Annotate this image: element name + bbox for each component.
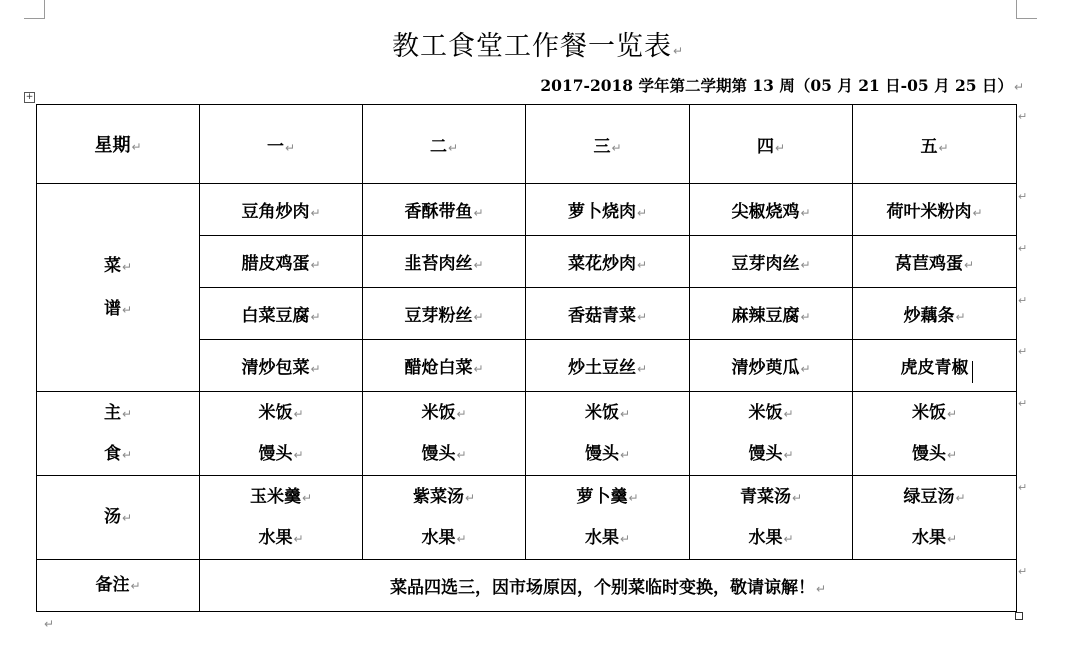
dish-cell[interactable]: 香菇青菜↵: [526, 288, 690, 340]
row-end-mark: ↵: [1018, 190, 1028, 203]
dish-cell[interactable]: 尖椒烧鸡↵: [690, 184, 853, 236]
table-move-handle-icon[interactable]: +: [25, 92, 34, 102]
soup-row: [37, 476, 1017, 560]
header-day-4[interactable]: 四↵: [690, 105, 853, 184]
soup-cell[interactable]: 玉米羹↵ 水果↵: [200, 476, 363, 560]
text-cursor: [972, 361, 973, 383]
dish-category-label[interactable]: 菜↵ 谱↵: [37, 184, 200, 392]
staple-cell[interactable]: 米饭↵ 馒头↵: [853, 392, 1017, 476]
row-end-mark: ↵: [1018, 345, 1028, 358]
menu-table: [36, 104, 1017, 612]
row-end-mark: ↵: [1018, 294, 1028, 307]
soup-cell[interactable]: 萝卜羹↵ 水果↵: [526, 476, 690, 560]
header-day-1[interactable]: 一↵: [200, 105, 363, 184]
dish-cell[interactable]: 豆角炒肉↵: [200, 184, 363, 236]
row-end-mark: ↵: [1018, 565, 1028, 578]
paragraph-mark: ↵: [672, 44, 685, 58]
dish-cell[interactable]: 炒土豆丝↵: [526, 340, 690, 392]
staple-cell[interactable]: 米饭↵ 馒头↵: [363, 392, 526, 476]
week-range-subtitle: 2017-2018 学年第二学期第 13 周（05 月 21 日-05 月 25 日）↵: [540, 76, 1024, 95]
dish-cell[interactable]: 韭苔肉丝↵: [363, 236, 526, 288]
dish-cell[interactable]: 莴苣鸡蛋↵: [853, 236, 1017, 288]
header-day-5[interactable]: 五↵: [853, 105, 1017, 184]
dish-cell[interactable]: 萝卜烧肉↵: [526, 184, 690, 236]
header-day-3[interactable]: 三↵: [526, 105, 690, 184]
row-end-mark: ↵: [1018, 242, 1028, 255]
row-end-mark: ↵: [1018, 397, 1028, 410]
page-corner-mark-left: [24, 0, 45, 19]
remarks-text[interactable]: 菜品四选三，因市场原因，个别菜临时变换，敬请谅解！↵: [200, 560, 1017, 612]
dish-cell[interactable]: 菜花炒肉↵: [526, 236, 690, 288]
dish-cell[interactable]: 香酥带鱼↵: [363, 184, 526, 236]
dish-cell[interactable]: 豆芽肉丝↵: [690, 236, 853, 288]
row-end-mark: ↵: [1018, 110, 1028, 123]
dish-cell[interactable]: 虎皮青椒: [853, 340, 1017, 392]
staple-cell[interactable]: 米饭↵ 馒头↵: [690, 392, 853, 476]
dish-cell[interactable]: 麻辣豆腐↵: [690, 288, 853, 340]
document-title: 教工食堂工作餐一览表↵: [391, 31, 685, 62]
soup-cell[interactable]: 绿豆汤↵ 水果↵: [853, 476, 1017, 560]
dish-cell[interactable]: 白菜豆腐↵: [200, 288, 363, 340]
dish-cell[interactable]: 炒藕条↵: [853, 288, 1017, 340]
dish-cell[interactable]: 荷叶米粉肉↵: [853, 184, 1017, 236]
dish-row-1: [37, 184, 1017, 236]
header-weekday-label[interactable]: 星期↵: [37, 105, 200, 184]
page-corner-mark-right: [1016, 0, 1037, 19]
remarks-row: [37, 560, 1017, 612]
remarks-label[interactable]: 备注↵: [37, 560, 200, 612]
staple-cell[interactable]: 米饭↵ 馒头↵: [200, 392, 363, 476]
soup-cell[interactable]: 青菜汤↵ 水果↵: [690, 476, 853, 560]
table-header-row: [37, 105, 1017, 184]
soup-cell[interactable]: 紫菜汤↵ 水果↵: [363, 476, 526, 560]
dish-cell[interactable]: 豆芽粉丝↵: [363, 288, 526, 340]
dish-cell[interactable]: 清炒萸瓜↵: [690, 340, 853, 392]
trailing-paragraph-mark: ↵: [44, 617, 55, 631]
dish-cell[interactable]: 腊皮鸡蛋↵: [200, 236, 363, 288]
staple-cell[interactable]: 米饭↵ 馒头↵: [526, 392, 690, 476]
soup-category-label[interactable]: 汤↵: [37, 476, 200, 560]
staple-category-label[interactable]: 主↵ 食↵: [37, 392, 200, 476]
header-day-2[interactable]: 二↵: [363, 105, 526, 184]
dish-cell[interactable]: 清炒包菜↵: [200, 340, 363, 392]
paragraph-mark: ↵: [1013, 80, 1024, 94]
row-end-mark: ↵: [1018, 481, 1028, 494]
table-resize-handle[interactable]: [1015, 612, 1023, 620]
dish-cell[interactable]: 醋炝白菜↵: [363, 340, 526, 392]
staple-food-row: [37, 392, 1017, 476]
